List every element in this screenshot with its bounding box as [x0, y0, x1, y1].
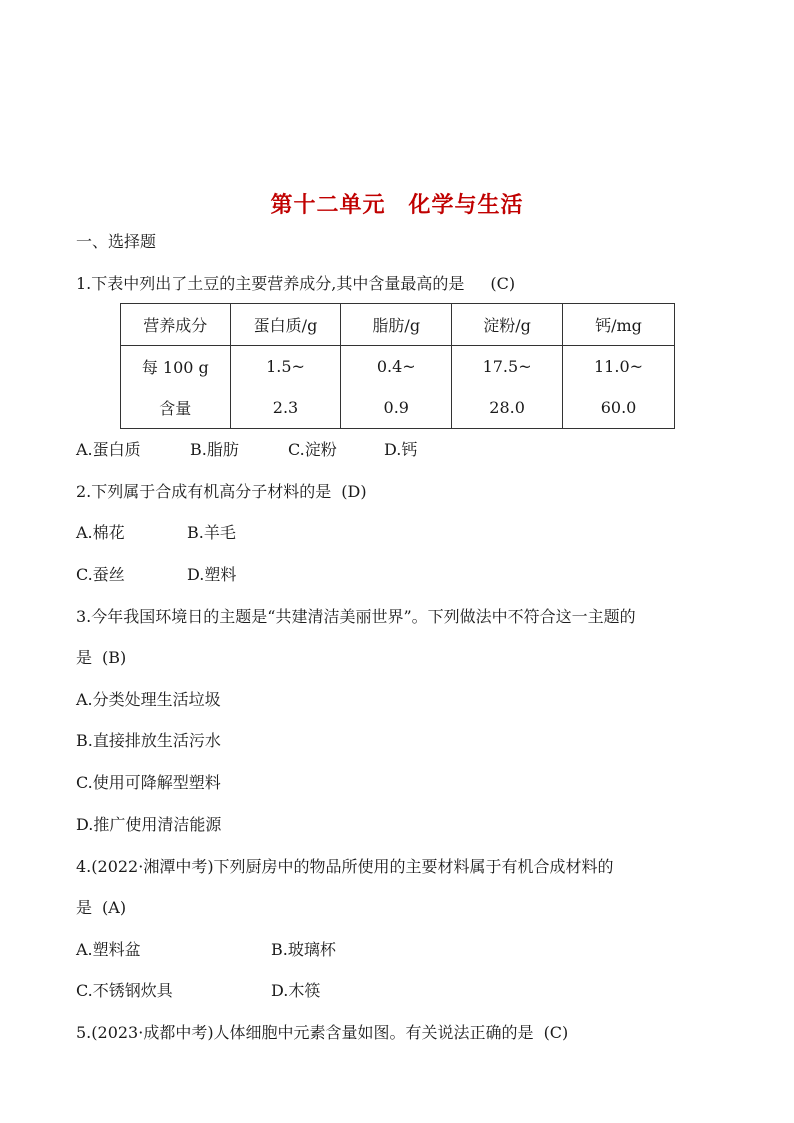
table-cell	[341, 346, 452, 429]
q1-option-a: A.蛋白质	[76, 440, 141, 459]
q3-option-b: B.直接排放生活污水	[76, 731, 221, 750]
table-row-label	[121, 346, 231, 429]
question-1-answer: (C)	[490, 274, 516, 293]
q4-option-c: C.不锈钢炊具	[76, 981, 173, 1000]
q3-option-c: C.使用可降解型塑料	[76, 773, 221, 792]
question-3-stem-line2	[76, 648, 126, 668]
row-label-line1: 每 100 g	[141, 358, 209, 377]
question-3-stem-line1: 3.今年我国环境日的主题是“共建清洁美丽世界”。下列做法中不符合这一主题的	[76, 607, 636, 626]
table-header-cell: 钙/mg	[563, 304, 675, 346]
table-row	[121, 346, 675, 429]
q1-option-c: C.淀粉	[288, 440, 337, 459]
cell-range-end: 0.9	[383, 398, 409, 417]
q4-option-b: B.玻璃杯	[271, 940, 336, 959]
question-2-text: 2.下列属于合成有机高分子材料的是	[76, 482, 332, 501]
question-5-stem	[76, 1023, 568, 1043]
question-4-text: 是	[76, 898, 93, 917]
question-4-stem-line2	[76, 898, 126, 918]
question-5-text: 5.(2023·成都中考)人体细胞中元素含量如图。有关说法正确的是	[76, 1023, 534, 1042]
cell-range-start: 0.4~	[376, 357, 416, 376]
nutrition-table	[120, 303, 675, 429]
cell-range-end: 28.0	[489, 398, 525, 417]
section-heading: 一、选择题	[76, 232, 157, 251]
question-1-text: 1.下表中列出了土豆的主要营养成分,其中含量最高的是	[76, 274, 465, 293]
question-3-answer: (B)	[102, 648, 127, 667]
question-3-text: 是	[76, 648, 93, 667]
page-title: 第十二单元 化学与生活	[270, 193, 524, 218]
table-header-cell: 淀粉/g	[452, 304, 563, 346]
q2-option-b: B.羊毛	[187, 523, 236, 542]
q2-option-d: D.塑料	[187, 565, 237, 584]
cell-range-end: 60.0	[600, 398, 637, 417]
question-2-stem	[76, 482, 367, 502]
row-label-line2: 含量	[159, 399, 192, 418]
table-cell	[563, 346, 675, 429]
table-header-cell: 营养成分	[121, 304, 231, 346]
q1-option-d: D.钙	[384, 440, 418, 459]
question-2-answer: (D)	[341, 482, 367, 501]
q1-option-b: B.脂肪	[190, 440, 239, 459]
question-5-answer: (C)	[543, 1023, 569, 1042]
table-header-cell: 脂肪/g	[341, 304, 452, 346]
q4-option-d: D.木筷	[271, 981, 321, 1000]
table-header-cell: 蛋白质/g	[230, 304, 341, 346]
q4-option-a: A.塑料盆	[76, 940, 141, 959]
question-4-answer: (A)	[102, 898, 127, 917]
q3-option-d: D.推广使用清洁能源	[76, 815, 222, 834]
question-1-stem	[76, 274, 515, 294]
table-header-row	[121, 304, 675, 346]
cell-range-end: 2.3	[272, 398, 299, 417]
question-4-stem-line1: 4.(2022·湘潭中考)下列厨房中的物品所使用的主要材料属于有机合成材料的	[76, 857, 614, 876]
q3-option-a: A.分类处理生活垃圾	[76, 690, 221, 709]
cell-range-start: 11.0~	[594, 357, 644, 376]
q2-option-a: A.棉花	[76, 523, 125, 542]
table-cell	[452, 346, 563, 429]
cell-range-start: 1.5~	[266, 357, 305, 376]
cell-range-start: 17.5~	[482, 357, 532, 376]
q2-option-c: C.蚕丝	[76, 565, 125, 584]
table-cell	[230, 346, 341, 429]
